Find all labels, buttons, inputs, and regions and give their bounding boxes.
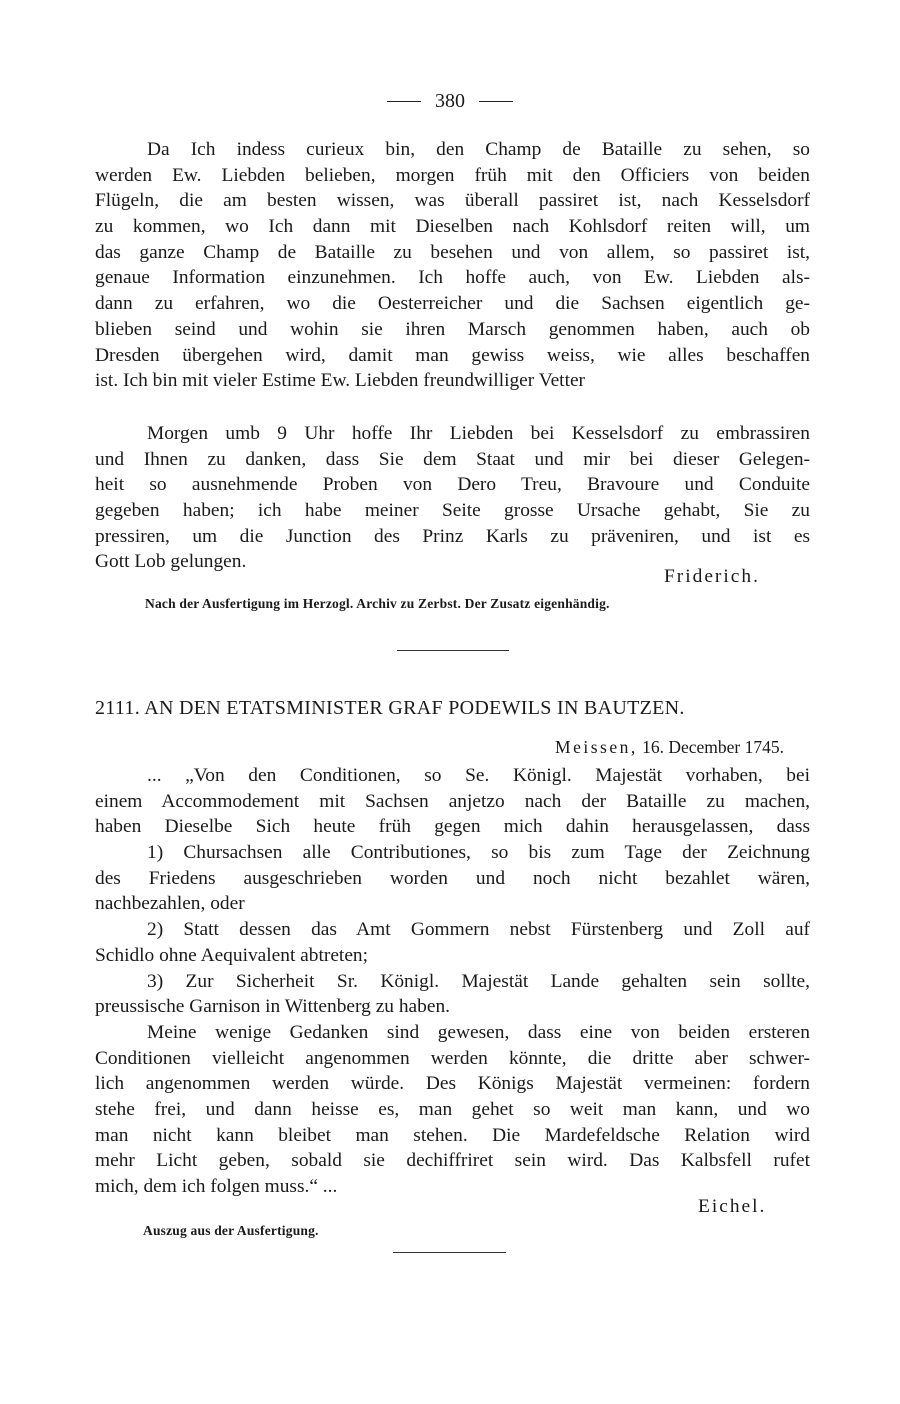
text-line: nachbezahlen, oder — [95, 893, 245, 915]
text-line: werden Ew. Liebden belieben, morgen früh mit den Officiers von beiden — [95, 164, 810, 186]
text-line: ... „Von den Conditionen, so Se. Königl. Majestät vorhaben, bei — [147, 765, 810, 786]
text-line: mehr Licht geben, sobald sie dechiffriret sein wird. Das Kalbsfell rufet — [95, 1150, 810, 1172]
text-line: mich, dem ich folgen muss.“ ... — [95, 1176, 338, 1197]
text-line: preussische Garnison in Wittenberg zu haben. — [95, 996, 450, 1018]
text-line: des Friedens ausgeschrieben worden und noch nicht bezahlet wären, — [95, 867, 810, 889]
letter1-paragraph-2 — [95, 421, 810, 575]
text-line: 3) Zur Sicherheit Sr. Königl. Majestät Lande gehalten sein sollte, — [147, 970, 810, 992]
text-line: einem Accommodement mit Sachsen anjetzo nach der Bataille zu machen, — [95, 790, 810, 812]
text-line: lich angenommen werden würde. Des Königs Majestät vermeinen: fordern — [95, 1073, 810, 1095]
page-header — [0, 90, 900, 113]
letter1-paragraph-1 — [95, 137, 810, 394]
text-line: Schidlo ohne Aequivalent abtreten; — [95, 944, 369, 966]
section-divider — [397, 650, 509, 651]
letter-number: 2111. — [95, 697, 141, 719]
text-line: pressiren, um die Junction des Prinz Karls zu präveniren, und ist es — [95, 525, 810, 547]
text-line: Flügeln, die am besten wissen, was überall passiret ist, nach Kesselsdorf — [95, 190, 810, 212]
letter1-signature: Friderich. — [664, 566, 760, 587]
text-line: stehe frei, und dann heisse es, man gehet so weit man kann, und wo — [95, 1098, 810, 1120]
text-line: 2) Statt dessen das Amt Gommern nebst Fürstenberg und Zoll auf — [147, 919, 810, 941]
place-name: Meissen, — [555, 737, 638, 757]
text-line: Dresden übergehen wird, damit man gewiss weiss, wie alles beschaffen — [95, 344, 810, 366]
page-number: 380 — [435, 90, 465, 112]
letter2-heading — [95, 697, 810, 720]
text-line: gegeben haben; ich habe meiner Seite grosse Ursache gehabt, Sie zu — [95, 500, 810, 522]
letter-title: AN DEN ETATSMINISTER GRAF PODEWILS IN BAUTZEN. — [144, 697, 685, 719]
text-line: Conditionen vielleicht angenommen werden könnte, die dritte aber schwer- — [95, 1047, 810, 1069]
text-line: haben Dieselbe Sich heute früh gegen mich dahin herausgelassen, dass — [95, 816, 810, 838]
letter2-dateline — [555, 737, 784, 758]
text-line: und Ihnen zu danken, dass Sie dem Staat und mir bei dieser Gelegen- — [95, 448, 810, 470]
letter2-body — [95, 763, 810, 1200]
text-line: Meine wenige Gedanken sind gewesen, dass eine von beiden ersteren — [147, 1021, 810, 1043]
section-divider — [393, 1252, 506, 1253]
text-line: ist. Ich bin mit vieler Estime Ew. Liebden freundwilliger Vetter — [95, 370, 586, 392]
text-line: heit so ausnehmende Proben von Dero Treu, Bravoure und Conduite — [95, 474, 810, 496]
text-line: das ganze Champ de Bataille zu besehen und von allem, so passiret ist, — [95, 241, 810, 263]
text-line: 1) Chursachsen alle Contributiones, so bis zum Tage der Zeichnung — [147, 842, 810, 864]
text-line: Da Ich indess curieux bin, den Champ de Bataille zu sehen, so — [147, 139, 810, 160]
text-line: genaue Information einzunehmen. Ich hoffe auch, von Ew. Liebden als- — [95, 267, 810, 289]
letter1-source-note: Nach der Ausfertigung im Herzogl. Archiv zu Zerbst. Der Zusatz eigenhändig. — [145, 596, 610, 611]
date: 16. December 1745. — [642, 737, 784, 757]
header-dash-right — [479, 101, 513, 102]
text-line: zu kommen, wo Ich dann mit Dieselben nach Kohlsdorf reiten will, um — [95, 216, 810, 238]
text-line: Gott Lob gelungen. — [95, 551, 247, 573]
text-line: dann zu erfahren, wo die Oesterreicher und die Sachsen eigentlich ge- — [95, 293, 810, 315]
letter2-source-note: Auszug aus der Ausfertigung. — [143, 1223, 319, 1238]
header-dash-left — [387, 101, 421, 102]
text-line: blieben seind und wohin sie ihren Marsch genommen haben, auch ob — [95, 318, 810, 340]
letter2-signature: Eichel. — [698, 1196, 767, 1217]
text-line: man nicht kann bleibet man stehen. Die Mardefeldsche Relation wird — [95, 1124, 810, 1146]
text-line: Morgen umb 9 Uhr hoffe Ihr Liebden bei Kesselsdorf zu embrassiren — [147, 423, 810, 444]
